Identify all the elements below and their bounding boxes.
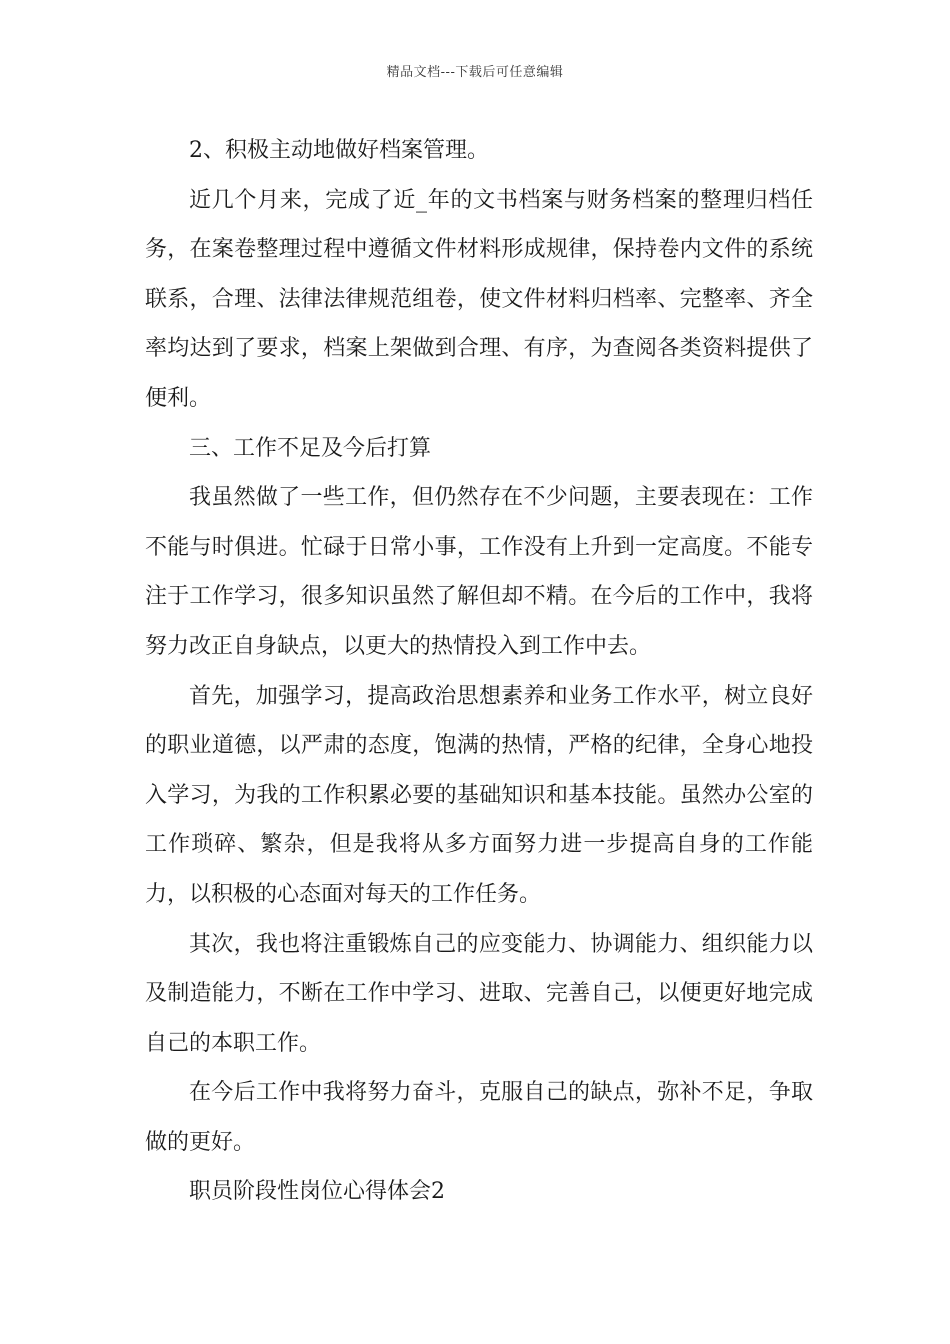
page-header: 精品文档---下载后可任意编辑 [386,65,564,80]
paragraph-section-item: 2、积极主动地做好档案管理。 [189,138,489,163]
paragraph-first: 首先，加强学习，提高政治思想素养和业务工作水平，树立良好的职业道德，以严肃的态度，饱满的热情，严格的纪律，全身心地投入学习，为我的工作积累必要的基础知识和基本技能。虽然办公室的工作琐碎、繁杂，但是我将从多方面努力进一步提高自身的工作能力，以积极的心态面对每天的工作任务。 [145,683,813,907]
paragraph-conclusion: 在今后工作中我将努力奋斗，克服自己的缺点，弥补不足，争取做的更好。 [145,1080,813,1155]
paragraph-second: 其次，我也将注重锻炼自己的应变能力、协调能力、组织能力以及制造能力，不断在工作中学习、进取、完善自己，以便更好地完成自己的本职工作。 [145,931,813,1056]
document-body [145,126,813,1217]
section-heading: 三、工作不足及今后打算 [189,435,432,461]
next-article-title: 职员阶段性岗位心得体会2 [189,1179,445,1205]
paragraph-archive-work: 近几个月来，完成了近_年的文书档案与财务档案的整理归档任务，在案卷整理过程中遵循文件材料形成规律，保持卷内文件的系统联系，合理、法律法律规范组卷，使文件材料归档率、完整率、齐全率均达到了要求，档案上架做到合理、有序，为查阅各类资料提供了便利。 [145,187,813,411]
paragraph-shortcomings: 我虽然做了一些工作，但仍然存在不少问题，主要表现在：工作不能与时俱进。忙碌于日常小事，工作没有上升到一定高度。不能专注于工作学习，很多知识虽然了解但却不精。在今后的工作中，我将努力改正自身缺点，以更大的热情投入到工作中去。 [145,485,813,659]
